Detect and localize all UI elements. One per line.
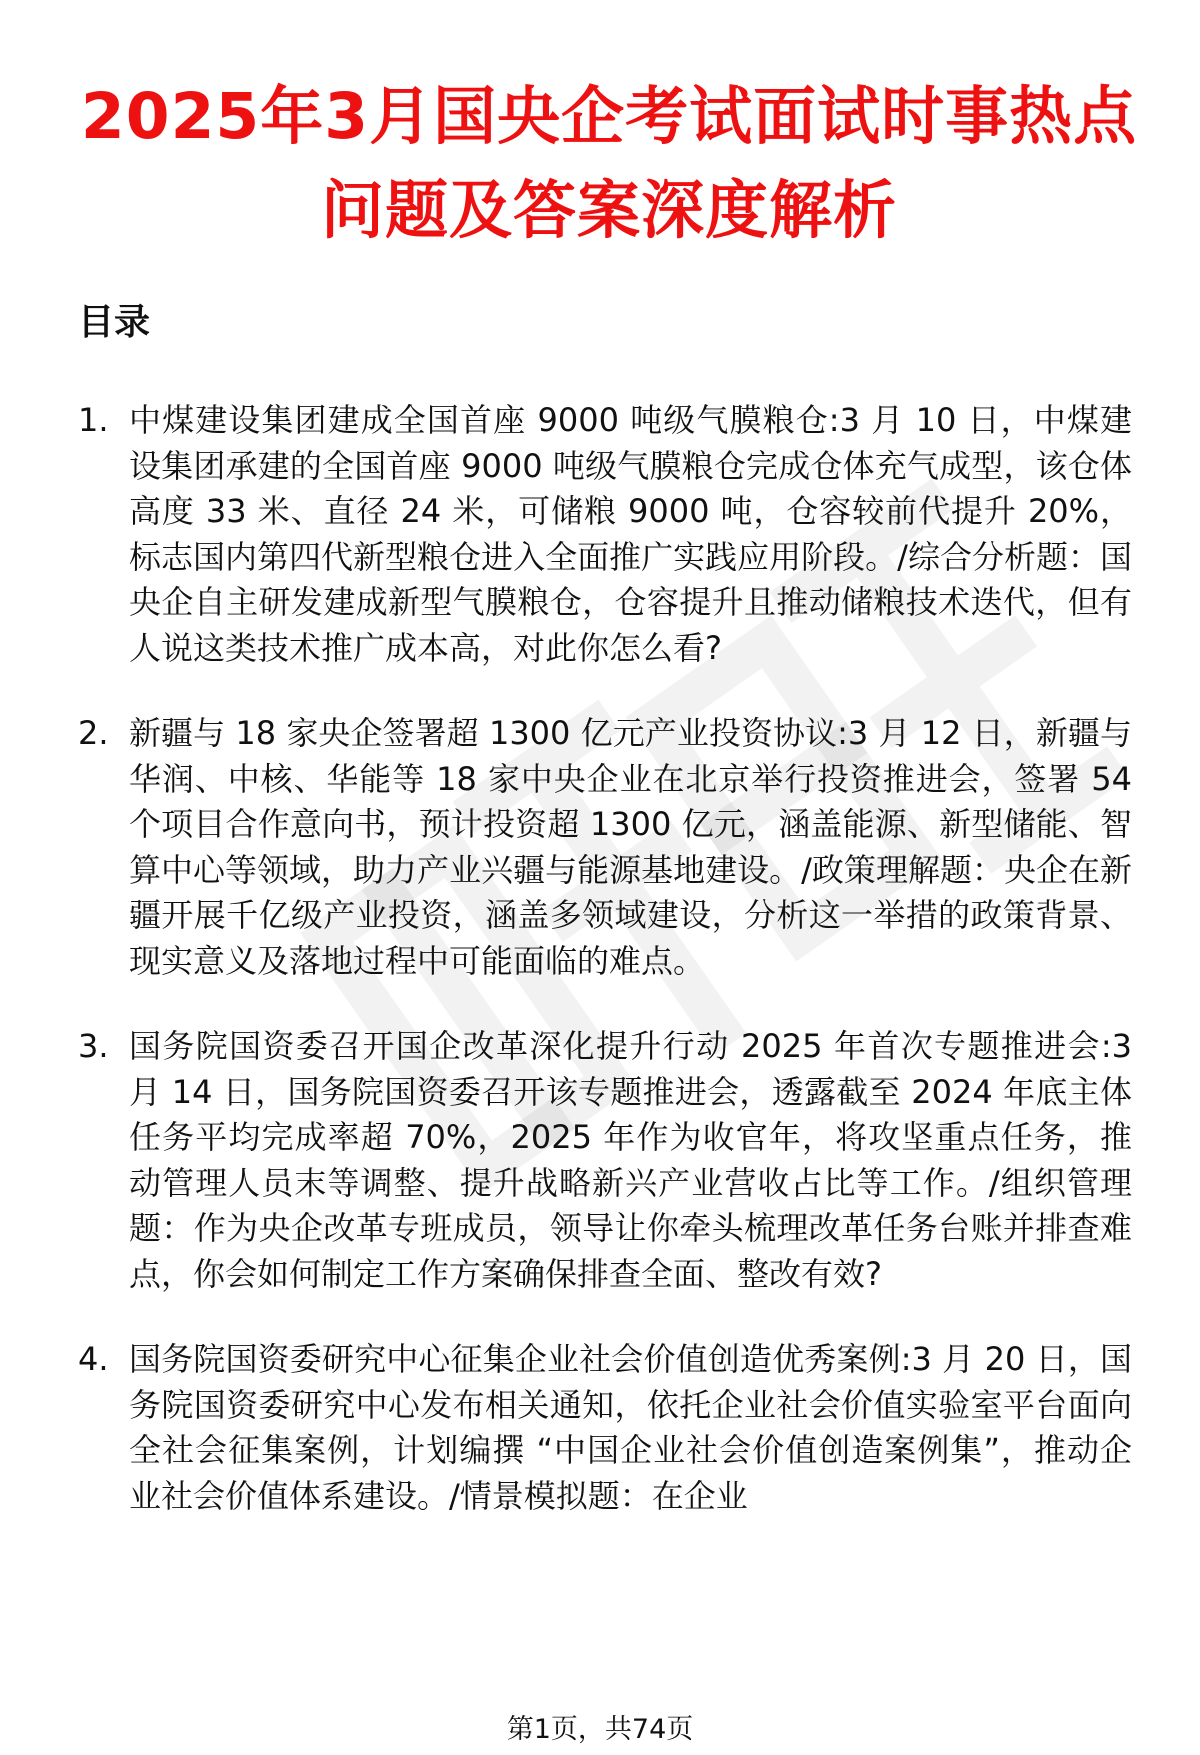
toc-item-number: 3. (78, 1027, 109, 1065)
toc-item (78, 398, 1140, 671)
toc-item-text: 新疆与 18 家央企签署超 1300 亿元产业投资协议:3 月 12 日，新疆与华润、中核、华能等 18 家中央企业在北京举行投资推进会，签署 54 个项目合作意向书，预计投资超 1300 亿元，涵盖能源、新型储能、智算中心等领域，助力产业兴疆与能源基地建设。/政策理解题：央企在新疆开展千亿级产业投资，涵盖多领域建设，分析这一举措的政策背景、现实意义及落地过程中可能面临的难点。 (129, 714, 1132, 980)
toc-item (78, 1337, 1140, 1519)
toc-item-number: 1. (78, 401, 109, 439)
page-footer: 第1页，共74页 (506, 1714, 694, 1745)
toc-item (78, 711, 1140, 984)
toc-list (78, 398, 1140, 1519)
toc-item-number: 2. (78, 714, 109, 752)
toc-item (78, 1024, 1140, 1297)
document-title: 2025年3月国央企考试面试时事热点问题及答案深度解析 (80, 80, 1138, 247)
toc-item-number: 4. (78, 1340, 109, 1378)
toc-item-text: 中煤建设集团建成全国首座 9000 吨级气膜粮仓:3 月 10 日，中煤建设集团承建的全国首座 9000 吨级气膜粮仓完成仓体充气成型，该仓体高度 33 米、直径 24 米，可储粮 9000 吨，仓容较前代提升 20%，标志国内第四代新型粮仓进入全面推广实践应用阶段。/综合分析题：国央企自主研发建成新型气膜粮仓，仓容提升且推动储粮技术迭代，但有人说这类技术推广成本高，对此你怎么看? (129, 401, 1132, 667)
toc-item-text: 国务院国资委研究中心征集企业社会价值创造优秀案例:3 月 20 日，国务院国资委研究中心发布相关通知，依托企业社会价值实验室平台面向全社会征集案例，计划编撰 “中国企业社会价值创造案例集”，推动企业社会价值体系建设。/情景模拟题：在企业 (129, 1340, 1132, 1515)
toc-item-text: 国务院国资委召开国企改革深化提升行动 2025 年首次专题推进会:3 月 14 日，国务院国资委召开该专题推进会，透露截至 2024 年底主体任务平均完成率超 70%，2025 年作为收官年，将攻坚重点任务，推动管理人员末等调整、提升战略新兴产业营收占比等工作。/组织管理题：作为央企改革专班成员，领导让你牵头梳理改革任务台账并排查难点，你会如何制定工作方案确保排查全面、整改有效? (129, 1027, 1132, 1293)
toc-heading: 目录 (78, 302, 151, 343)
